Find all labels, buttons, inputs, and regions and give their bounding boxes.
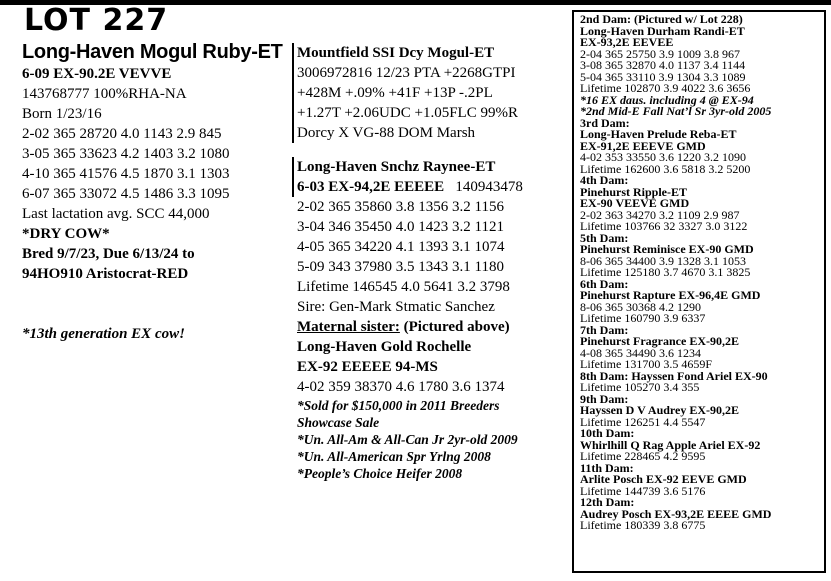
dam-record: 5-09 343 37980 3.5 1343 3.1 1180: [297, 259, 504, 275]
pedigree-box: [572, 10, 826, 573]
sire-line: +1.27T +2.06UDC +1.05FLC 99%R: [297, 105, 518, 121]
maternal-sister-label: Maternal sister:: [297, 319, 400, 335]
sister-note: *Un. All-Am & All-Can Jr 2yr-old 2009: [297, 432, 518, 447]
pedigree-heading-line: EX-90 VEEVE GMD: [580, 196, 690, 210]
sire-line: 3006972816 12/23 PTA +2268GTPI: [297, 65, 516, 81]
generation-note: *13th generation EX cow!: [22, 326, 185, 342]
pedigree-heading-line: Long-Haven Prelude Reba-ET: [580, 127, 737, 141]
pedigree-record-line: 4-08 365 34490 3.6 1234: [580, 345, 701, 360]
sister-note: *Sold for $150,000 in 2011 Breeders: [297, 398, 500, 413]
pedigree-heading-line: Pinehurst Fragrance EX-90,2E: [580, 334, 739, 348]
sister-note: *People’s Choice Heifer 2008: [297, 466, 463, 481]
sire-line: Dorcy X VG-88 DOM Marsh: [297, 125, 476, 141]
cow-registration: 143768777 100%RHA-NA: [22, 86, 187, 102]
pedigree-heading-line: 7th Dam:: [580, 322, 629, 337]
cow-record: 2-02 365 28720 4.0 1143 2.9 845: [22, 126, 222, 142]
pedigree-record-line: 4-02 353 33550 3.6 1220 3.2 1090: [580, 150, 746, 164]
pedigree-heading-line: 5th Dam:: [580, 230, 629, 245]
dam-record: 2-02 365 35860 3.8 1356 3.2 1156: [297, 199, 504, 215]
pedigree-record-line: 5-04 365 33110 3.9 1304 3.3 1089: [580, 69, 746, 84]
pedigree-heading-line: 9th Dam:: [580, 391, 629, 406]
pedigree-heading-line: 10th Dam:: [580, 426, 635, 440]
pedigree-heading-line: Pinehurst Ripple-ET: [580, 184, 688, 199]
pedigree-heading-line: EX-91,2E EEEVE GMD: [580, 138, 706, 153]
sister-note: *Un. All-American Spr Yrlng 2008: [297, 449, 491, 464]
pedigree-heading-line: 11th Dam:: [580, 460, 634, 475]
dam-lifetime: Lifetime 146545 4.0 5641 3.2 3798: [297, 279, 510, 295]
pedigree-heading-line: 3rd Dam:: [580, 115, 630, 130]
sister-classification: EX-92 EEEEE 94-MS: [297, 359, 438, 375]
dam-details: [292, 197, 562, 482]
dam-classification: 6-03 EX-94,2E EEEEE: [297, 179, 445, 195]
pedigree-record-line: Lifetime 126251 4.4 5547: [580, 414, 706, 429]
pedigree-record-line: Lifetime 125180 3.7 4670 3.1 3825: [580, 265, 751, 279]
sire-name: Mountfield SSI Dcy Mogul-ET: [297, 45, 495, 61]
cow-name: Long-Haven Mogul Ruby-ET: [22, 41, 283, 63]
cow-record: 4-10 365 41576 4.5 1870 3.1 1303: [22, 166, 230, 182]
cow-scc: Last lactation avg. SCC 44,000: [22, 206, 210, 222]
pedigree-heading-line: 12th Dam:: [580, 495, 635, 509]
pedigree-heading-line: Whirlhill Q Rag Apple Ariel EX-92: [580, 437, 761, 452]
pedigree-record-line: 2-04 365 25750 3.9 1009 3.8 967: [580, 46, 740, 61]
cow-record: 3-05 365 33623 4.2 1403 3.2 1080: [22, 146, 230, 162]
dry-cow-status: *DRY COW*: [22, 226, 110, 242]
pedigree-heading-line: 4th Dam:: [580, 173, 629, 187]
pedigree-record-line: 8-06 365 34400 3.9 1328 3.1 1053: [580, 253, 746, 268]
lot-number: LOT 227: [24, 3, 169, 38]
pedigree-record-line: Lifetime 228465 4.2 9595: [580, 449, 706, 463]
pedigree-record-line: Lifetime 131700 3.5 4659F: [580, 357, 712, 371]
sire-block: [292, 43, 562, 143]
pedigree-heading-line: 8th Dam: Hayssen Fond Ariel EX-90: [580, 368, 768, 383]
pedigree-heading-line: EX-93,2E EEVEE: [580, 35, 674, 49]
pedigree-record-line: Lifetime 144739 3.6 5176: [580, 483, 706, 498]
pedigree-heading-line: Pinehurst Reminisce EX-90 GMD: [580, 242, 754, 256]
service-sire: 94HO910 Aristocrat-RED: [22, 266, 189, 282]
pedigree-heading-line: Arlite Posch EX-92 EEVE GMD: [580, 472, 747, 486]
dam-record: 3-04 346 35450 4.0 1423 3.2 1121: [297, 219, 504, 235]
pedigree-record-line: Lifetime 180339 3.8 6775: [580, 518, 706, 532]
dam-registration: 140943478: [455, 179, 523, 195]
pedigree-record-line: 8-06 365 30368 4.2 1290: [580, 299, 701, 314]
sister-record: 4-02 359 38370 4.6 1780 3.6 1374: [297, 379, 505, 395]
cow-birthdate: Born 1/23/16: [22, 106, 102, 122]
sire-line: +428M +.09% +41F +13P -.2PL: [297, 85, 493, 101]
dam-sire: Sire: Gen-Mark Stmatic Sanchez: [297, 299, 495, 315]
pedigree-heading-line: Hayssen D V Audrey EX-90,2E: [580, 403, 740, 417]
pedigree-heading-line: Audrey Posch EX-93,2E EEEE GMD: [580, 506, 772, 521]
cow-record: 6-07 365 33072 4.5 1486 3.3 1095: [22, 186, 230, 202]
pedigree-heading-line: Long-Haven Durham Randi-ET: [580, 23, 745, 38]
maternal-sister-note: (Pictured above): [399, 319, 510, 335]
pedigree-heading-line: Pinehurst Rapture EX-96,4E GMD: [580, 288, 761, 302]
cow-classification: 6-09 EX-90.2E VEVVE: [22, 66, 172, 82]
pedigree-heading-line: 2nd Dam: (Pictured w/ Lot 228): [580, 12, 743, 26]
pedigree-heading-line: *16 EX daus. including 4 @ EX-94: [580, 92, 754, 107]
pedigree-record-line: Lifetime 162600 3.6 5818 3.2 5200: [580, 161, 751, 176]
pedigree-record-line: 2-02 363 34270 3.2 1109 2.9 987: [580, 207, 740, 222]
sire-dam-column: [292, 43, 562, 482]
pedigree-record-line: Lifetime 160790 3.9 6337: [580, 311, 706, 325]
pedigree-record-line: Lifetime 103766 32 3327 3.0 3122: [580, 219, 748, 233]
sister-note: Showcase Sale: [297, 415, 380, 430]
pedigree-record-line: 3-08 365 32870 4.0 1137 3.4 1144: [580, 58, 746, 72]
breeding-info: Bred 9/7/23, Due 6/13/24 to: [22, 246, 195, 262]
sister-name: Long-Haven Gold Rochelle: [297, 339, 472, 355]
pedigree-heading-line: *2nd Mid-E Fall Nat’l Sr 3yr-old 2005: [580, 104, 772, 118]
dam-record: 4-05 365 34220 4.1 1393 3.1 1074: [297, 239, 505, 255]
pedigree-record-line: Lifetime 102870 3.9 4022 3.6 3656: [580, 81, 751, 95]
pedigree-heading-line: 6th Dam:: [580, 276, 629, 291]
dam-name: Long-Haven Snchz Raynee-ET: [297, 159, 496, 175]
cow-column: [22, 40, 282, 344]
dam-block: [292, 157, 562, 197]
pedigree-record-line: Lifetime 105270 3.4 355: [580, 380, 700, 394]
